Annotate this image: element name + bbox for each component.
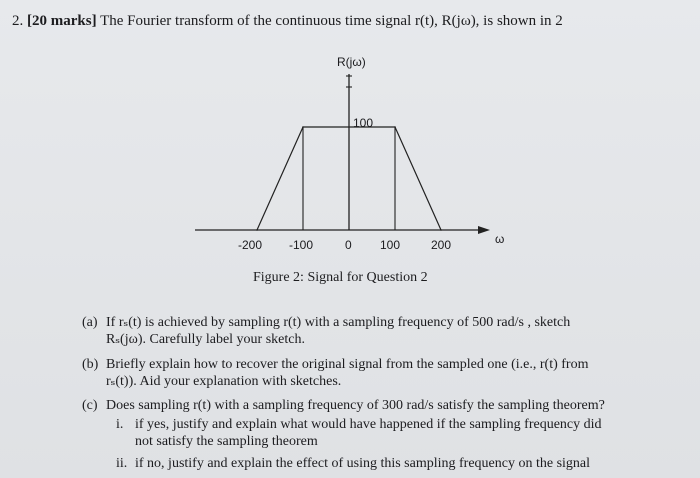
part-b-label: (b) xyxy=(82,357,99,372)
part-c xyxy=(82,397,682,414)
part-a-line-2: Rₛ(jω). Carefully label your sketch. xyxy=(106,332,305,347)
figure-caption: Figure 2: Signal for Question 2 xyxy=(253,270,428,285)
part-b xyxy=(82,356,682,390)
subpart-ii-label: ii. xyxy=(116,456,128,471)
question-marks: [20 marks] xyxy=(27,13,97,29)
tick-label-100: 100 xyxy=(380,238,401,252)
part-b-line-2: rₛ(t)). Aid your explanation with sketches. xyxy=(106,374,342,389)
part-a xyxy=(82,314,682,348)
data-point xyxy=(394,126,396,128)
part-a-line-1: If rₛ(t) is achieved by sampling r(t) with a sampling frequency of 500 rad/s , sketch xyxy=(106,315,571,330)
subpart-i-line-2: not satisfy the sampling theorem xyxy=(135,434,318,449)
part-a-label: (a) xyxy=(82,315,98,330)
y-axis-label: R(jω) xyxy=(337,55,366,69)
peak-value-label: 100 xyxy=(353,116,374,130)
data-point xyxy=(256,229,258,231)
part-c-label: (c) xyxy=(82,398,98,413)
data-point xyxy=(440,229,442,231)
part-b-line-1: Briefly explain how to recover the original signal from the sampled one (i.e., r(t) from xyxy=(106,357,589,372)
subpart-ii-line-1: if no, justify and explain the effect of using this sampling frequency on the signal xyxy=(135,456,591,471)
subpart-i-line-1: if yes, justify and explain what would have happened if the sampling frequency did xyxy=(135,417,602,432)
spectrum-marks xyxy=(195,74,490,234)
tick-label-neg200: -200 xyxy=(238,238,263,252)
omega-axis-arrowhead xyxy=(478,226,490,234)
part-c-line-1: Does sampling r(t) with a sampling frequency of 300 rad/s satisfy the sampling theorem? xyxy=(106,398,605,413)
question-number: 2. xyxy=(12,13,24,29)
part-c-subpart-i xyxy=(116,416,686,450)
tick-label-200: 200 xyxy=(431,238,452,252)
tick-label-neg100: -100 xyxy=(289,238,314,252)
data-point xyxy=(302,126,304,128)
x-axis-label: ω xyxy=(495,232,505,246)
question-intro: The Fourier transform of the continuous time signal r(t), R(jω), is shown in 2 xyxy=(100,13,563,29)
part-c-subpart-ii xyxy=(116,455,686,472)
subpart-i-label: i. xyxy=(116,417,124,432)
data-point xyxy=(348,126,350,128)
tick-label-0: 0 xyxy=(345,238,352,252)
